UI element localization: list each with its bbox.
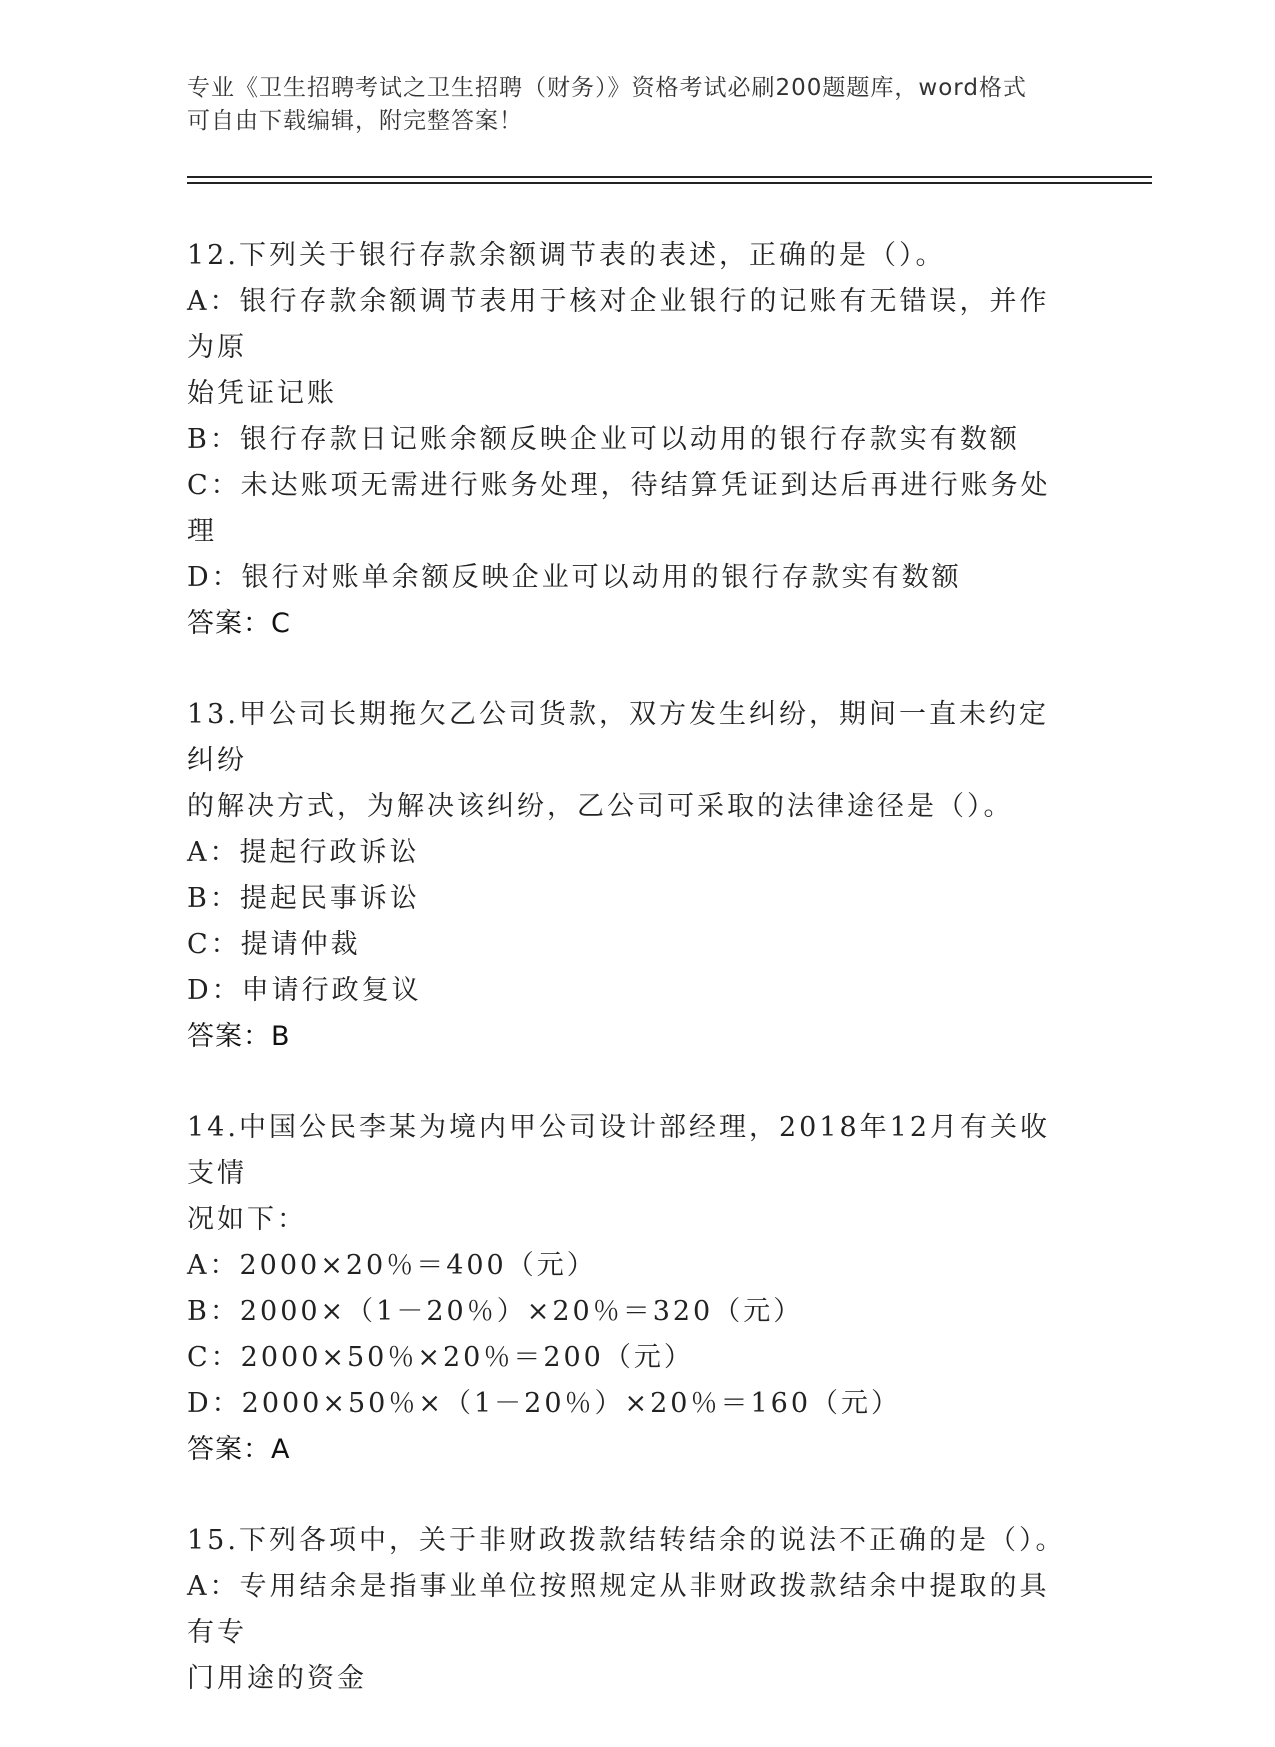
answer-option: A：提起行政诉讼 (187, 837, 420, 868)
question-block (187, 692, 1067, 1060)
answer-option: A：专用结余是指事业单位按照规定从非财政拨款结余中提取的具有专 (187, 1571, 1050, 1648)
answer-option: D：银行对账单余额反映企业可以动用的银行存款实有数额 (187, 562, 962, 593)
question-block (187, 233, 1067, 647)
document-header (187, 72, 1067, 138)
answer-option: B：提起民事诉讼 (187, 883, 420, 914)
correct-answer: 答案：B (187, 1021, 291, 1052)
question-stem: 况如下： (187, 1204, 307, 1235)
correct-answer: 答案：C (187, 608, 291, 639)
question-stem: 12.下列关于银行存款余额调节表的表述，正确的是（）。 (187, 240, 946, 271)
answer-option: A：银行存款余额调节表用于核对企业银行的记账有无错误，并作为原 (187, 286, 1050, 363)
answer-option: D：申请行政复议 (187, 975, 422, 1006)
header-divider-top (187, 176, 1152, 178)
header-line-1: 专业《卫生招聘考试之卫生招聘（财务）》资格考试必刷200题题库，word格式 (187, 75, 1027, 101)
question-block (187, 1518, 1067, 1702)
question-stem: 15.下列各项中，关于非财政拨款结转结余的说法不正确的是（）。 (187, 1525, 1066, 1556)
question-stem: 13.甲公司长期拖欠乙公司货款，双方发生纠纷，期间一直未约定纠纷 (187, 699, 1049, 776)
answer-option: 门用途的资金 (187, 1663, 367, 1694)
question-stem: 的解决方式，为解决该纠纷，乙公司可采取的法律途径是（）。 (187, 791, 1014, 822)
answer-option: B：2000×（1－20％）×20％＝320（元） (187, 1296, 804, 1327)
answer-option: C：未达账项无需进行账务处理，待结算凭证到达后再进行账务处理 (187, 470, 1051, 547)
answer-option: A：2000×20％＝400（元） (187, 1250, 597, 1281)
correct-answer: 答案：A (187, 1434, 291, 1465)
question-list (187, 233, 1067, 1747)
answer-option: C：2000×50％×20％＝200（元） (187, 1342, 694, 1373)
answer-option: D：2000×50％×（1－20％）×20％＝160（元） (187, 1388, 902, 1419)
header-line-2: 可自由下载编辑，附完整答案！ (187, 108, 523, 134)
answer-option: B：银行存款日记账余额反映企业可以动用的银行存款实有数额 (187, 424, 1020, 455)
answer-option: 始凭证记账 (187, 378, 337, 409)
answer-option: C：提请仲裁 (187, 929, 361, 960)
header-divider-bottom (187, 182, 1152, 184)
question-stem: 14.中国公民李某为境内甲公司设计部经理，2018年12月有关收支情 (187, 1112, 1051, 1189)
question-block (187, 1105, 1067, 1473)
